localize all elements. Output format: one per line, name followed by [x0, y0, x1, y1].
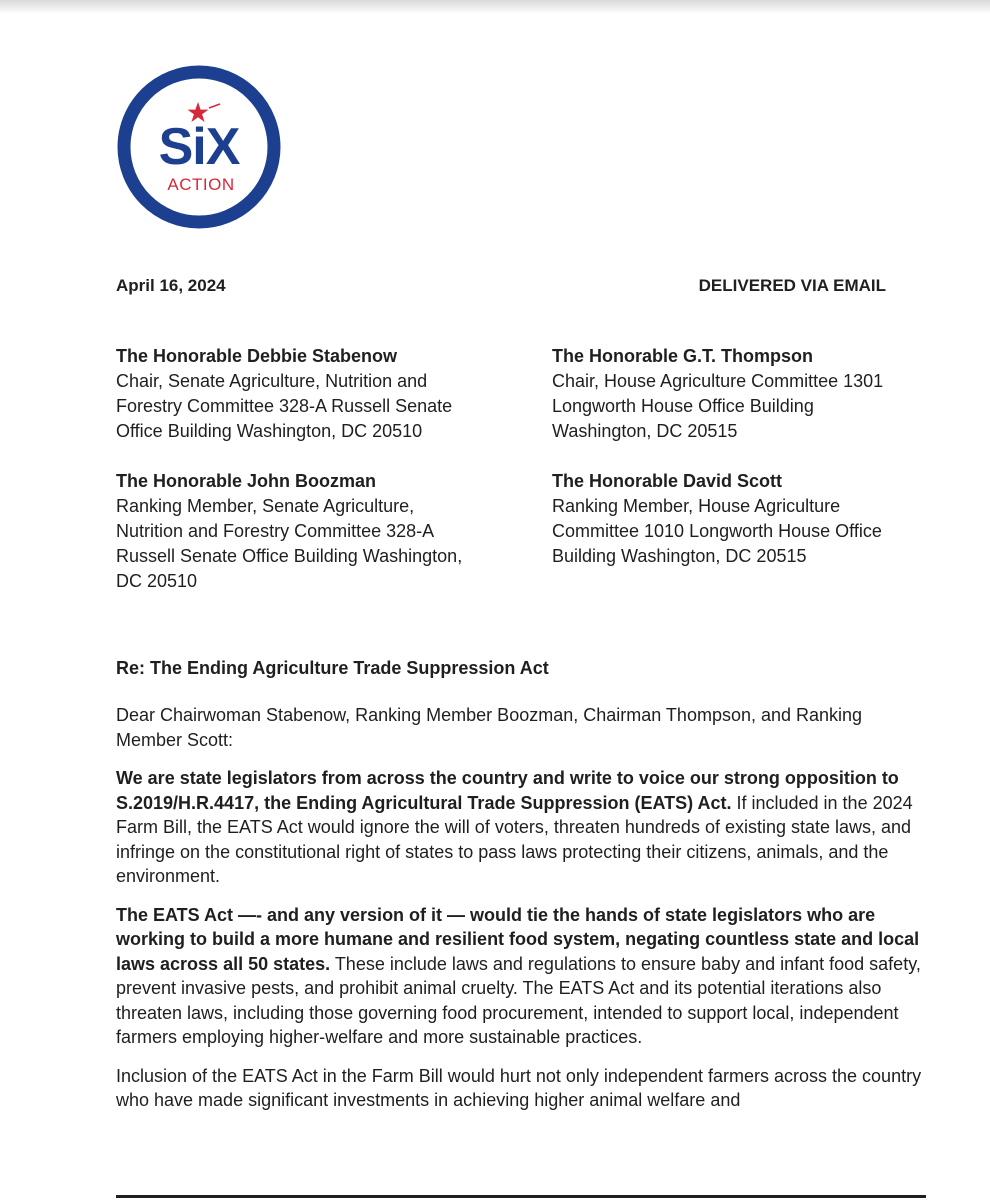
letter-subject: Re: The Ending Agriculture Trade Suppression Act — [116, 658, 549, 678]
paragraph-lead: The EATS Act —- and any version of it — would tie the hands of state legislators who are working to build a more humane and resilient food system, negating countless state and local laws across all 50 states. — [116, 904, 920, 974]
addressee-details: Ranking Member, House Agriculture Committee 1010 Longworth House Office Building Washington, DC 20515 — [552, 496, 882, 566]
addressee-details: Chair, Senate Agriculture, Nutrition and Forestry Committee 328-A Russell Senate Office Building Washington, DC 20510 — [116, 371, 453, 441]
page-top-shadow — [0, 0, 990, 14]
paragraph-lead: We are state legislators from across the country and write to voice our strong opposition to S.2019/H.R.4417, the Ending Agricultural Trade Suppression (EATS) Act. — [116, 768, 899, 813]
body-paragraph — [116, 1064, 926, 1113]
footer-divider — [116, 1195, 926, 1198]
logo-wordmark: SiX — [158, 118, 240, 176]
letter-date: April 16, 2024 — [116, 276, 226, 295]
addressee-name: The Honorable John Boozman — [116, 471, 377, 491]
paragraph-text: These include laws and regulations to ensure baby and infant food safety, prevent invasive pests, and prohibit animal cruelty. The EATS Act and its potential iterations also threaten laws, including those governing food procurement, intended to support local, independent farmers employing higher-welfare and more sustainable practices. — [116, 953, 921, 1047]
addressee-details: Chair, House Agriculture Committee 1301 Longworth House Office Building Washington, DC 20515 — [552, 371, 884, 441]
body-paragraph — [116, 766, 926, 889]
addressee-name: The Honorable David Scott — [552, 471, 783, 491]
paragraph-text: Inclusion of the EATS Act in the Farm Bill would hurt not only independent farmers across the country who have made significant investments in achieving higher animal welfare and — [116, 1065, 922, 1110]
delivery-method: DELIVERED VIA EMAIL — [698, 276, 886, 295]
addressee-name: The Honorable Debbie Stabenow — [116, 346, 398, 366]
addressee-thompson — [552, 344, 883, 444]
addressee-name: The Honorable G.T. Thompson — [552, 346, 813, 366]
addressee-details: Ranking Member, Senate Agriculture, Nutrition and Forestry Committee 328-A Russell Senate Office Building Washington, DC 20510 — [116, 496, 463, 591]
paragraph-text: If included in the 2024 Farm Bill, the EATS Act would ignore the will of voters, threaten hundreds of existing state laws, and infringe on the constitutional right of states to pass laws protecting their citizens, animals, and the environment. — [116, 792, 913, 886]
addressee-stabenow — [116, 344, 452, 444]
letter-body — [116, 703, 926, 1127]
addressee-scott — [552, 469, 882, 569]
body-paragraph — [116, 903, 926, 1050]
logo-subtitle: ACTION — [167, 175, 235, 194]
six-action-logo — [116, 64, 282, 230]
addressee-boozman — [116, 469, 462, 594]
salutation: Dear Chairwoman Stabenow, Ranking Member Boozman, Chairman Thompson, and Ranking Member Scott: — [116, 705, 863, 750]
